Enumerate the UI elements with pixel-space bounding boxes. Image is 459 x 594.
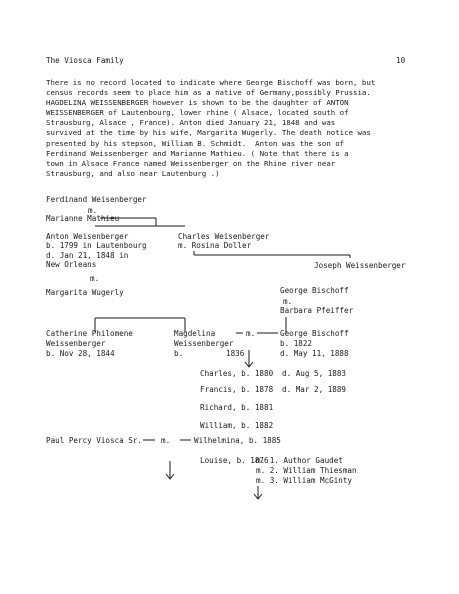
child-name: Francis, b. 1878 [200, 385, 274, 394]
person-george-jr-died: d. May 11, 1888 [280, 349, 349, 358]
intro-line: Strausburg, and also near Lautenburg .) [46, 168, 220, 178]
intro-line: WEISSENBERGER of Lautenbourg, lower rhine ( Alsace, located south of [46, 108, 349, 118]
louise-marriage: m. 1. Author Gaudet [256, 456, 343, 465]
child-name: Richard, b. 1881 [200, 403, 274, 412]
person-charles-w-spouse: m. Rosina Doller [178, 241, 252, 250]
child-note: d. Aug 5, 1883 [282, 369, 347, 378]
person-charles-w: Charles Weisenberger [178, 232, 270, 241]
person-george-jr-born: b. 1822 [280, 339, 313, 348]
person-paul: Paul Percy Viosca Sr. [46, 436, 143, 445]
child-note: d. Mar 2, 1889 [282, 385, 347, 394]
person-anton-place: New Orleans [46, 260, 97, 269]
page-number: 10 [396, 56, 406, 65]
person-catherine-name: Catherine Philomene [46, 329, 133, 338]
louise-marriage: m. 3. William McGinty [256, 476, 353, 485]
intro-line: HAGDELINA WEISSENBERGER however is shown to be the daughter of ANTON [46, 98, 349, 108]
person-anton-name: Anton Weisenberger [46, 232, 129, 241]
person-george-jr-name: George Bischoff [280, 329, 349, 338]
marriage-label: m. [90, 274, 100, 283]
person-barbara: Barbara Pfeiffer [280, 306, 354, 315]
intro-line: town in Alsace France named Weissenberger on the Rhine river near [46, 158, 336, 168]
person-catherine-surname: Weissenberger [46, 339, 106, 348]
person-catherine-born: b. Nov 28, 1844 [46, 349, 115, 358]
person-louise: Louise, b. 1876 [200, 456, 269, 465]
person-magdelina-name: Magdelina [174, 329, 216, 338]
person-magdelina-born-year: 1836 [226, 349, 245, 358]
intro-line: Strausburg, Alsace , France). Anton died January 21, 1848 and was [46, 118, 336, 128]
marriage-label: m. [88, 206, 98, 215]
person-george-sr: George Bischoff [280, 286, 349, 295]
person-margarita: Margarita Wugerly [46, 288, 124, 297]
person-ferdinand: Ferdinand Weisenberger [46, 195, 147, 204]
marriage-label: m. [161, 436, 171, 445]
person-anton-died: d. Jan 21, 1848 in [46, 251, 129, 260]
intro-line: survived at the time by his wife, Margarita Wugerly. The death notice was [46, 128, 371, 138]
intro-line: census records seem to place him as a native of Germany,possibly Prussia. [46, 88, 371, 98]
intro-line: Ferdinand Weissenberger and Marianne Mathieu. ( Note that there is a [46, 148, 349, 158]
person-magdelina-born-label: b. [174, 349, 184, 358]
intro-line: presented by his stepson, William B. Schmidt. Anton was the son of [46, 138, 345, 148]
page-title: The Viosca Family [46, 56, 124, 65]
marriage-label: m. [246, 329, 256, 338]
person-marianne: Marianne Mathieu [46, 214, 120, 223]
person-magdelina-surname: Weissenberger [174, 339, 234, 348]
child-name: William, b. 1882 [200, 421, 274, 430]
person-anton-born: b. 1799 in Lautenbourg [46, 241, 147, 250]
louise-marriage: m. 2. William Thiesman [256, 466, 357, 475]
person-joseph: Joseph Weissenberger [314, 261, 406, 270]
marriage-label: m. [283, 297, 293, 306]
child-name: Charles, b. 1880 [200, 369, 274, 378]
person-wilhelmina: Wilhelmina, b. 1885 [194, 436, 281, 445]
intro-line: There is no record located to indicate where George Bischoff was born, but [46, 78, 376, 87]
